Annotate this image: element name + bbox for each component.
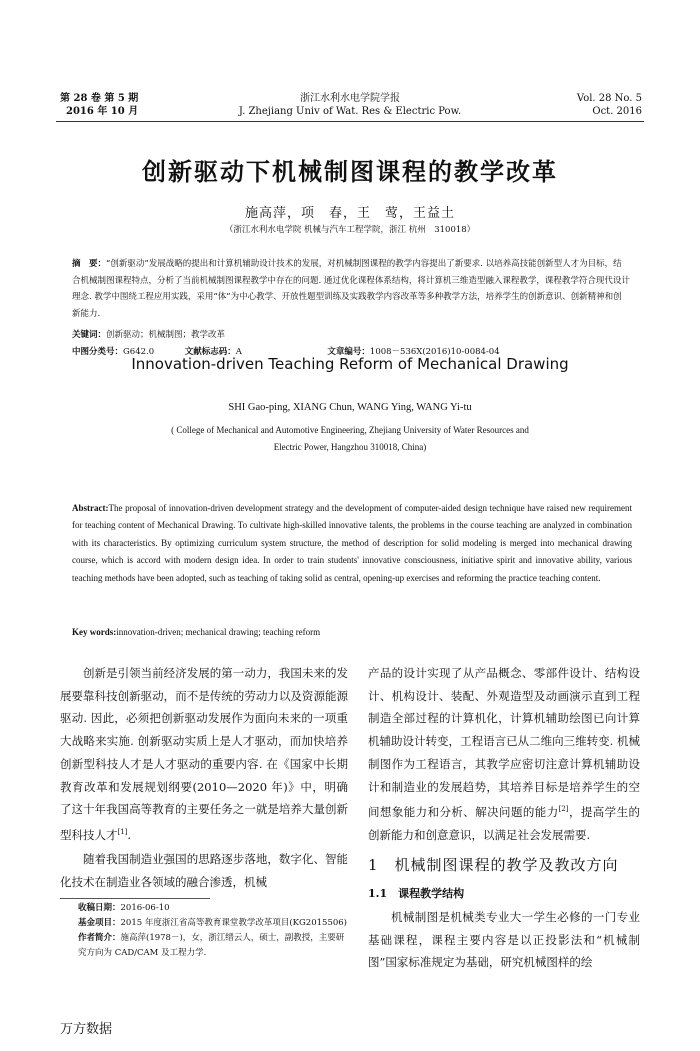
body-paragraph: 随着我国制造业强国的思路逐步落地，数字化、智能化技术在制造业各领域的融合渗透，机械 [60, 852, 348, 890]
header-rule [56, 121, 644, 122]
citation: [1] [117, 827, 128, 836]
body-right-column [368, 662, 640, 974]
footnote-author: 作者简介：施高萍(1978－)，女，浙江缙云人，硕士，副教授，主要研究方向为 CAD/CAM 及工程力学. [78, 933, 345, 958]
affiliation-en: ( College of Mechanical and Automotive Engineering, Zhejiang University of Water Resources and Electric Power, Hangzhou 310018, China) [171, 425, 529, 452]
title-cn: 创新驱动下机械制图课程的教学改革 [142, 157, 558, 186]
keywords-en [72, 624, 632, 641]
section-heading-1-1: 1.1 课程教学结构 [368, 887, 465, 901]
header-right [577, 92, 642, 118]
keywords-en-label: Key words: [72, 627, 117, 637]
citation: [2] [558, 805, 569, 814]
footnotes [60, 901, 348, 961]
class-no-value: G642.0 [123, 347, 155, 357]
date-en: Oct. 2016 [592, 106, 642, 117]
keywords-cn-label: 关键词： [72, 330, 107, 340]
volume-issue-cn: 第 28 卷 第 5 期 [60, 93, 139, 104]
journal-name-en: J. Zhejiang Univ of Wat. Res & Electric Pow. [238, 106, 462, 117]
authors-en: SHI Gao-ping, XIANG Chun, WANG Ying, WANG Yi-tu [228, 402, 472, 413]
section-heading-1: 1 机械制图课程的教学及教改方向 [368, 856, 619, 875]
keywords-en-text: innovation-driven; mechanical drawing; teaching reform [116, 627, 321, 637]
article-no-value: 1008－536X(2016)10-0084-04 [369, 347, 500, 357]
keywords-cn [72, 327, 630, 344]
body-paragraph: 机械制图是机械类专业大一学生必修的一门专业基础课程，课程主要内容是以正投影法和“机械制图”国家标准规定为基础，研究机械图样的绘 [368, 909, 640, 970]
abstract-en-text: The proposal of innovation-driven development strategy and the development of computer-aided design technique have raised new requirement for teaching content of Mechanical Drawing. To cultivate high-skilled innovative talents, the problems in the course teaching are analyzed in combination with its characteristics. By optimizing curriculum system structure, the method of description for solid modeling is merged into mechanical drawing course, which is accord with modern design idea. In order to train students' innovative consciousness, initiative spirit and innovative ability, various teaching methods have been adopted, such as teaching of taking solid as central, opening-up exercises and reforming the practice teaching content. [72, 503, 632, 583]
abstract-en [72, 500, 632, 587]
header-center [230, 92, 470, 118]
abstract-cn-label: 摘 要： [72, 259, 107, 269]
header-left [60, 92, 138, 118]
abstract-cn [72, 256, 630, 322]
article-no-label: 文章编号： [327, 347, 370, 357]
doc-code-value: A [235, 347, 242, 357]
footnote-rule [60, 898, 210, 899]
affiliation-cn: （浙江水利水电学院 机械与汽车工程学院，浙江 杭州 310018） [224, 225, 476, 235]
volume-issue-en: Vol. 28 No. 5 [576, 93, 642, 104]
class-no-label: 中图分类号： [72, 347, 124, 357]
title-en: Innovation-driven Teaching Reform of Mechanical Drawing [131, 355, 569, 373]
body-left-column [60, 662, 348, 894]
authors-cn: 施高萍，项 春，王 莺，王益土 [244, 206, 455, 221]
keywords-cn-text: 创新驱动；机械制图；教学改革 [106, 330, 226, 340]
body-paragraph: 产品的设计实现了从产品概念、零部件设计、结构设计、机构设计、装配、外观造型及动画演示直到工程制造全部过程的计算机化，计算机辅助绘图已向计算机辅助设计转变，工程语言已从二维向三维转变. 机械制图作为工程语言，其教学应密切注意计算机辅助设计和制造业的发展趋势，其培养目标是培养学生的空间想象能力和分析、解决问题的能力[2]，提高学生的创新能力和创意意识，以满足社会发展需要. [368, 666, 641, 842]
doc-code-label: 文献标志码： [184, 347, 236, 357]
body-paragraph: 创新是引领当前经济发展的第一动力，我国未来的发展要靠科技创新驱动，而不是传统的劳动力以及资源能源驱动. 因此，必须把创新驱动发展作为面向未来的一项重大战略来实施. 创新驱动实质上是人才驱动，而加快培养创新型科技人才是人才驱动的重要内容. 在《国家中长期教育改革和发展规划纲要(2010—2020 年)》中，明确了这十年我国高等教育的主要任务之一就是培养大量创新型科技人才[1]. [60, 666, 348, 842]
journal-name-cn: 浙江水利水电学院学报 [300, 93, 400, 104]
watermark: 万方数据 [60, 1022, 113, 1037]
footnote-fund: 基金项目：2015 年度浙江省高等教育课堂教学改革项目(KG2015506) [78, 918, 347, 928]
abstract-cn-text: “创新驱动”发展战略的提出和计算机辅助设计技术的发展，对机械制图课程的教学内容提出了新要求. 以培养高技能创新型人才为目标，结合机械制图课程特点，分析了当前机械制图课程教学中存在的问题. 通过优化课程体系结构，将计算机三维造型融入课程教学，课程教学符合现代设计理念. 教学中围绕工程应用实践，采用“体”为中心教学、开放性题型训练及实践教学内容改革等多种教学方法，培养学生的创新意识、创新精神和创新能力. [72, 259, 630, 319]
date-cn: 2016 年 10 月 [66, 106, 139, 117]
footnote-received: 收稿日期：2016-06-10 [78, 903, 170, 913]
abstract-en-label: Abstract: [72, 503, 109, 513]
